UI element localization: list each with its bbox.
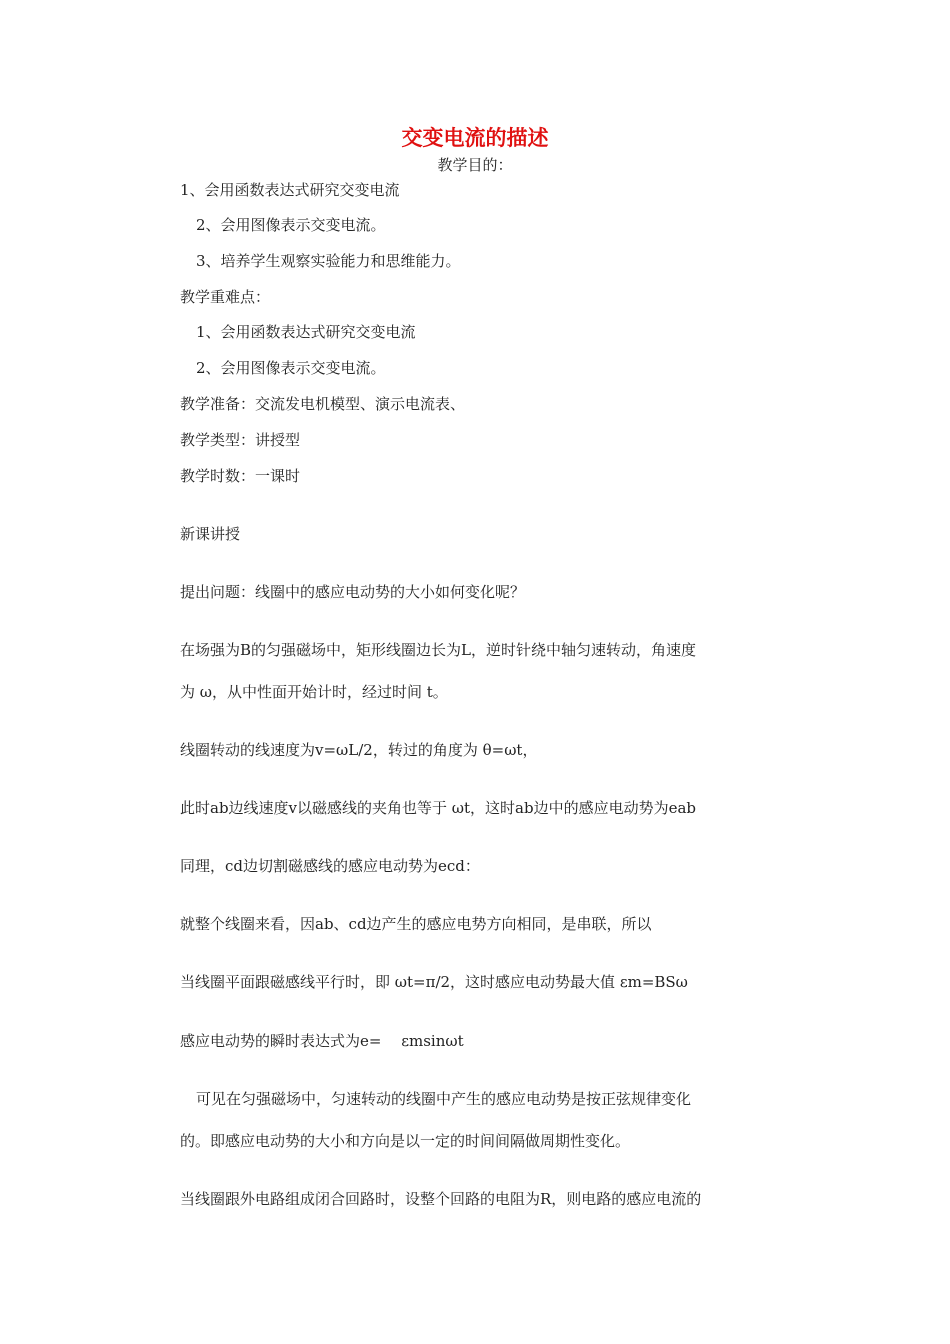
text-line: 就整个线圈来看，因ab、cd边产生的感应电势方向相同，是串联，所以 [180, 915, 652, 933]
text-line: 线圈转动的线速度为v=ωL/2，转过的角度为 θ=ωt， [180, 741, 538, 759]
text-line: 在场强为B的匀强磁场中，矩形线圈边长为L，逆时针绕中轴匀速转动，角速度 [180, 641, 696, 659]
text-line: 的。即感应电动势的大小和方向是以一定的时间间隔做周期性变化。 [180, 1132, 631, 1150]
text-line: 此时ab边线速度v以磁感线的夹角也等于 ωt，这时ab边中的感应电动势为eab [180, 799, 697, 817]
text-line: 教学准备：交流发电机模型、演示电流表、 [180, 395, 466, 413]
document-subtitle: 教学目的： [437, 156, 513, 174]
text-line: 1、会用函数表达式研究交变电流 [196, 323, 416, 341]
text-line: 提出问题：线圈中的感应电动势的大小如何变化呢？ [180, 583, 526, 601]
document-title: 交变电流的描述 [401, 126, 549, 150]
text-line: 感应电动势的瞬时表达式为e= εmsinωt [180, 1032, 464, 1050]
text-line: 2、会用图像表示交变电流。 [196, 359, 386, 377]
text-line: 教学重难点： [180, 288, 271, 306]
text-line: 1、会用函数表达式研究交变电流 [180, 181, 400, 199]
text-line: 可见在匀强磁场中，匀速转动的线圈中产生的感应电动势是按正弦规律变化 [196, 1090, 692, 1108]
text-line: 2、会用图像表示交变电流。 [196, 216, 386, 234]
section-heading: 新课讲授 [180, 525, 241, 543]
text-line: 教学类型：讲授型 [180, 431, 301, 449]
text-line: 教学时数：一课时 [180, 467, 301, 485]
text-line: 3、培养学生观察实验能力和思维能力。 [196, 252, 461, 270]
text-line: 同理，cd边切割磁感线的感应电动势为ecd： [180, 857, 480, 875]
text-line: 当线圈平面跟磁感线平行时，即 ωt=π/2，这时感应电动势最大值 εm=BSω [180, 973, 688, 991]
text-line: 当线圈跟外电路组成闭合回路时，设整个回路的电阻为R，则电路的感应电流的 [180, 1190, 702, 1208]
text-line: 为 ω，从中性面开始计时，经过时间 t。 [180, 683, 448, 701]
